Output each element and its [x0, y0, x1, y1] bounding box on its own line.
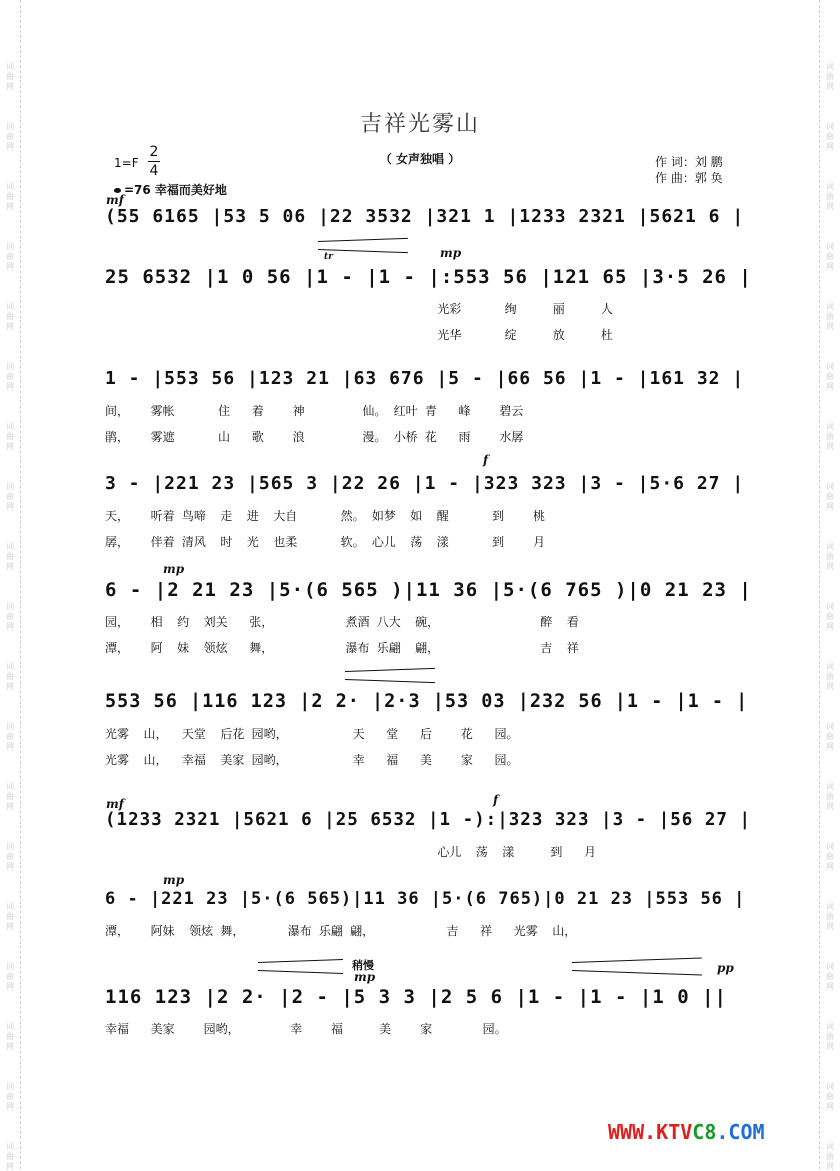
notation-notes: 6 - |221 23 |5·(6 565)|11 36 |5·(6 765)|0 21 23 |553 56 |: [105, 889, 746, 909]
notation-notes: 6 - |2 21 23 |5·(6 565 )|11 36 |5·(6 765 )|0 21 23 |: [105, 579, 752, 601]
watermark-glyph: 曲: [826, 192, 834, 201]
watermark-glyph: 词: [826, 242, 834, 251]
lyrics-verse-2: 光雾 山， 幸福 美家 园哟， 幸 福 美 家 园。: [105, 753, 519, 767]
watermark-glyph: 网: [6, 442, 14, 451]
dynamic-f: f: [483, 453, 489, 467]
watermark-glyph: 网: [826, 442, 834, 451]
watermark-glyph: 网: [826, 1162, 834, 1171]
time-signature: [148, 143, 160, 180]
dynamic-mp-2: mp: [163, 562, 185, 576]
watermark-glyph: 词: [826, 182, 834, 191]
watermark-glyph: 曲: [826, 492, 834, 501]
watermark-glyph: 网: [6, 862, 14, 871]
watermark-glyph: 词: [826, 662, 834, 671]
watermark-glyph: 词: [6, 542, 14, 551]
watermark-glyph: 网: [826, 742, 834, 751]
notation-row: [0, 472, 840, 549]
watermark-glyph: 词: [826, 602, 834, 611]
watermark-glyph: 曲: [826, 852, 834, 861]
watermark-glyph: 曲: [6, 612, 14, 621]
watermark-glyph: 词: [6, 482, 14, 491]
watermark-glyph: 词: [6, 1022, 14, 1031]
lyrics-verse-2: 孱， 伴着 清风 时 光 也柔 软。 心儿 荡 漾 到 月: [105, 535, 545, 549]
watermark-glyph: 曲: [6, 972, 14, 981]
watermark-glyph: 词: [826, 62, 834, 71]
watermark-glyph: 曲: [826, 432, 834, 441]
watermark-glyph: 网: [826, 922, 834, 931]
key-signature: 1=F: [114, 156, 139, 170]
dynamic-mf: mf: [106, 193, 124, 207]
watermark-glyph: 网: [6, 982, 14, 991]
lyrics-verse-1: 光雾 山， 天堂 后花 园哟， 天 堂 后 花 园。: [105, 727, 519, 741]
watermark-glyph: 曲: [6, 1152, 14, 1161]
lyrics-verse-1: 心儿 荡 漾 到 月: [105, 845, 597, 859]
watermark-glyph: 曲: [826, 372, 834, 381]
lyrics-verse-2: 鹃， 雾遮 山 歌 浪 漫。 小桥 花 雨 水孱: [105, 430, 524, 444]
watermark-glyph: 网: [6, 562, 14, 571]
watermark-glyph: 曲: [826, 1152, 834, 1161]
watermark-glyph: 网: [826, 562, 834, 571]
watermark-glyph: 网: [826, 262, 834, 271]
watermark-glyph: 曲: [6, 432, 14, 441]
watermark-glyph: 词: [826, 1022, 834, 1031]
tempo-text: =76 幸福而美好地: [124, 183, 227, 197]
tempo-slow-marking: 稍慢: [352, 959, 374, 972]
watermark-glyph: 网: [6, 742, 14, 751]
watermark-glyph: 词: [826, 362, 834, 371]
watermark-glyph: 词: [826, 1142, 834, 1151]
notation-notes: 553 56 |116 123 |2 2· |2·3 |53 03 |232 56 |1 - |1 - |: [105, 691, 749, 712]
lyrics-verse-1: 间， 雾帐 住 着 神 仙。 红叶 青 峰 碧云: [105, 404, 524, 418]
notation-notes: 25 6532 |1 0 56 |1 - |1 - |:553 56 |121 65 |3·5 26 |: [105, 266, 752, 288]
watermark-glyph: 曲: [6, 252, 14, 261]
watermark-glyph: 网: [826, 382, 834, 391]
notation-row: [0, 205, 840, 245]
watermark-glyph: 网: [6, 1102, 14, 1111]
watermark-glyph: 词: [826, 842, 834, 851]
watermark-glyph: 词: [6, 182, 14, 191]
watermark-glyph: 词: [826, 962, 834, 971]
watermark-glyph: 曲: [6, 372, 14, 381]
watermark-glyph: 曲: [826, 972, 834, 981]
watermark-glyph: 网: [826, 862, 834, 871]
lyrics-verse-1: 光彩 绚 丽 人: [105, 302, 613, 316]
watermark-glyph: 曲: [826, 1092, 834, 1101]
watermark-glyph: 词: [6, 122, 14, 131]
notation-row: [0, 985, 840, 1036]
watermark-glyph: 网: [826, 502, 834, 511]
watermark-glyph: 词: [6, 62, 14, 71]
watermark-glyph: 曲: [826, 1032, 834, 1041]
watermark-glyph: 网: [6, 382, 14, 391]
time-sig-bottom: 4: [149, 163, 159, 179]
watermark-glyph: 词: [6, 422, 14, 431]
watermark-glyph: 网: [826, 202, 834, 211]
dynamic-f-2: f: [493, 793, 499, 807]
watermark-glyph: 词: [6, 722, 14, 731]
lyrics-verse-2: 光华 绽 放 杜: [105, 328, 613, 342]
watermark-glyph: 曲: [6, 1032, 14, 1041]
watermark-glyph: 词: [6, 362, 14, 371]
watermark-glyph: 网: [6, 202, 14, 211]
notation-row: [0, 887, 840, 938]
watermark-glyph: 词: [826, 122, 834, 131]
watermark-glyph: 网: [6, 322, 14, 331]
dynamic-mf-2: mf: [106, 797, 124, 811]
time-sig-top: 2: [149, 144, 159, 160]
watermark-glyph: 词: [826, 422, 834, 431]
song-title: 吉祥光雾山: [359, 112, 480, 137]
watermark-glyph: 网: [6, 622, 14, 631]
song-subtitle: （ 女声独唱 ）: [379, 152, 461, 166]
watermark-glyph: 曲: [826, 252, 834, 261]
website-watermark: WWW.KTVC8.COM: [608, 1120, 765, 1144]
notation-notes: 1 - |553 56 |123 21 |63 676 |5 - |66 56 |1 - |161 32 |: [105, 368, 745, 389]
watermark-glyph: 网: [6, 262, 14, 271]
watermark-glyph: 曲: [6, 672, 14, 681]
watermark-glyph: 词: [826, 722, 834, 731]
watermark-glyph: 词: [6, 302, 14, 311]
watermark-glyph: 曲: [6, 132, 14, 141]
watermark-glyph: 曲: [6, 312, 14, 321]
lyricist-credit: 作 词：刘 鹏: [655, 155, 723, 169]
watermark-glyph: 网: [826, 82, 834, 91]
watermark-glyph: 曲: [826, 792, 834, 801]
notation-row: [0, 367, 840, 444]
watermark-glyph: 网: [6, 1042, 14, 1051]
notation-notes: 3 - |221 23 |565 3 |22 26 |1 - |323 323 |3 - |5·6 27 |: [105, 473, 745, 494]
watermark-glyph: 网: [6, 1162, 14, 1171]
watermark-glyph: 词: [6, 1082, 14, 1091]
watermark-glyph: 网: [6, 82, 14, 91]
watermark-glyph: 曲: [6, 792, 14, 801]
tempo-marking: [114, 181, 227, 198]
watermark-glyph: 网: [826, 982, 834, 991]
watermark-glyph: 曲: [826, 732, 834, 741]
lyrics-verse-1: 园， 相 约 刘关 张， 煮酒 八大 碗， 醉 看: [105, 615, 579, 629]
watermark-glyph: 网: [826, 322, 834, 331]
watermark-glyph: 网: [6, 502, 14, 511]
watermark-glyph: 网: [826, 682, 834, 691]
watermark-glyph: 词: [6, 1142, 14, 1151]
watermark-glyph: 词: [826, 902, 834, 911]
watermark-glyph: 词: [6, 782, 14, 791]
notation-notes: (55 6165 |53 5 06 |22 3532 |321 1 |1233 2321 |5621 6 |: [105, 206, 745, 227]
notation-row: [0, 265, 840, 342]
trill-marking: tr: [324, 252, 333, 262]
watermark-glyph: 词: [6, 602, 14, 611]
watermark-glyph: 网: [826, 622, 834, 631]
watermark-glyph: 词: [6, 662, 14, 671]
watermark-glyph: 曲: [6, 852, 14, 861]
watermark-glyph: 词: [826, 302, 834, 311]
dynamic-mp-3: mp: [163, 873, 185, 887]
watermark-glyph: 网: [6, 922, 14, 931]
dynamic-mp-4: mp: [354, 970, 376, 984]
watermark-glyph: 曲: [6, 552, 14, 561]
notation-row: [0, 808, 840, 859]
notation-notes: (1233 2321 |5621 6 |25 6532 |1 -):|323 323 |3 - |56 27 |: [105, 810, 752, 830]
watermark-glyph: 曲: [6, 912, 14, 921]
watermark-glyph: 曲: [826, 672, 834, 681]
watermark-glyph: 词: [826, 542, 834, 551]
watermark-glyph: 曲: [826, 552, 834, 561]
watermark-glyph: 网: [826, 1102, 834, 1111]
watermark-glyph: 词: [6, 902, 14, 911]
watermark-glyph: 词: [826, 782, 834, 791]
watermark-glyph: 词: [6, 842, 14, 851]
lyrics-verse-1: 天， 听着 鸟啼 走 进 大自 然。 如梦 如 醒 到 桃: [105, 509, 545, 523]
diminuendo-hairpin: [572, 962, 702, 972]
watermark-glyph: 曲: [826, 912, 834, 921]
lyrics-verse-1: 幸福 美家 园哟， 幸 福 美 家 园。: [105, 1022, 507, 1036]
watermark-glyph: 曲: [826, 312, 834, 321]
watermark-glyph: 曲: [6, 492, 14, 501]
watermark-glyph: 曲: [6, 192, 14, 201]
watermark-glyph: 网: [826, 1042, 834, 1051]
notation-row: [0, 578, 840, 655]
dynamic-pp: pp: [717, 961, 734, 975]
watermark-glyph: 曲: [6, 72, 14, 81]
watermark-glyph: 网: [6, 802, 14, 811]
composer-credit: 作 曲：郭 奂: [655, 171, 723, 185]
notation-row: [0, 690, 840, 767]
lyrics-verse-1: 潭， 阿妹 领炫 舞， 瀑布 乐翩 翩， 吉 祥 光雾 山，: [105, 924, 577, 938]
watermark-glyph: 词: [826, 482, 834, 491]
crescendo-hairpin-3: [258, 962, 343, 972]
notation-notes: 116 123 |2 2· |2 - |5 3 3 |2 5 6 |1 - |1 - |1 0 ||: [105, 986, 727, 1008]
watermark-glyph: 网: [826, 802, 834, 811]
watermark-glyph: 网: [6, 682, 14, 691]
watermark-glyph: 曲: [826, 72, 834, 81]
watermark-glyph: 曲: [6, 732, 14, 741]
watermark-glyph: 词: [6, 242, 14, 251]
watermark-glyph: 词: [826, 1082, 834, 1091]
crescendo-hairpin-2: [345, 671, 435, 681]
watermark-glyph: 网: [6, 142, 14, 151]
watermark-glyph: 网: [826, 142, 834, 151]
watermark-glyph: 曲: [826, 612, 834, 621]
watermark-glyph: 曲: [826, 132, 834, 141]
watermark-glyph: 曲: [6, 1092, 14, 1101]
dynamic-mp: mp: [440, 246, 462, 260]
watermark-glyph: 词: [6, 962, 14, 971]
lyrics-verse-2: 潭， 阿 妹 领炫 舞， 瀑布 乐翩 翩， 吉 祥: [105, 641, 579, 655]
